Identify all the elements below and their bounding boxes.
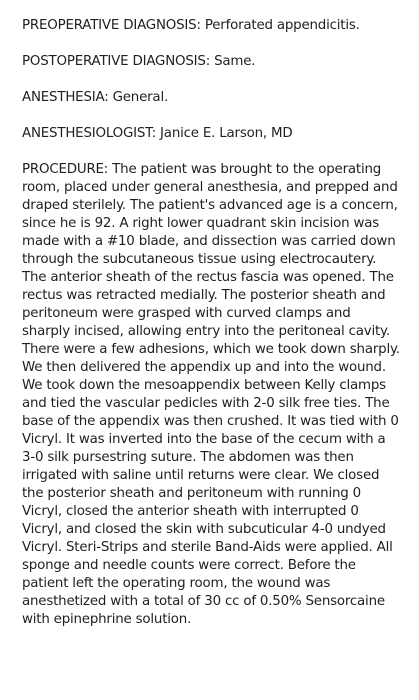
- postoperative-diagnosis: POSTOPERATIVE DIAGNOSIS: Same.: [22, 54, 256, 69]
- anesthesiologist: ANESTHESIOLOGIST: Janice E. Larson, MD: [22, 126, 293, 141]
- preoperative-diagnosis: PREOPERATIVE DIAGNOSIS: Perforated appendicitis.: [22, 18, 360, 33]
- operative-report: [22, 17, 400, 629]
- anesthesia: ANESTHESIA: General.: [22, 90, 169, 105]
- procedure: PROCEDURE: The patient was brought to the operating room, placed under general anesthesia, and prepped and draped sterilely. The patient's advanced age is a concern, since he is 92. A right lower quadrant skin incision was made with a #10 blade, and dissection was carried down through the subcutaneous tissue using electrocautery. The anterior sheath of the rectus fascia was opened. The rectus was retracted medially. The posterior sheath and peritoneum were grasped with curved clamps and sharply incised, allowing entry into the peritoneal cavity. There were a few adhesions, which we took down sharply. We then delivered the appendix up and into the wound. We took down the mesoappendix between Kelly clamps and tied the vascular pedicles with 2-0 silk free ties. The base of the appendix was then crushed. It was tied with 0 Vicryl. It was inverted into the base of the cecum with a 3-0 silk pursestring suture. The abdomen was then irrigated with saline until returns were clear. We closed the posterior sheath and peritoneum with running 0 Vicryl, closed the anterior sheath with interrupted 0 Vicryl, and closed the skin with subcuticular 4-0 undyed Vicryl. Steri-Strips and sterile Band-Aids were applied. All sponge and needle counts were correct. Before the patient left the operating room, the wound was anesthetized with a total of 30 cc of 0.50% Sensorcaine with epinephrine solution.: [22, 162, 400, 627]
